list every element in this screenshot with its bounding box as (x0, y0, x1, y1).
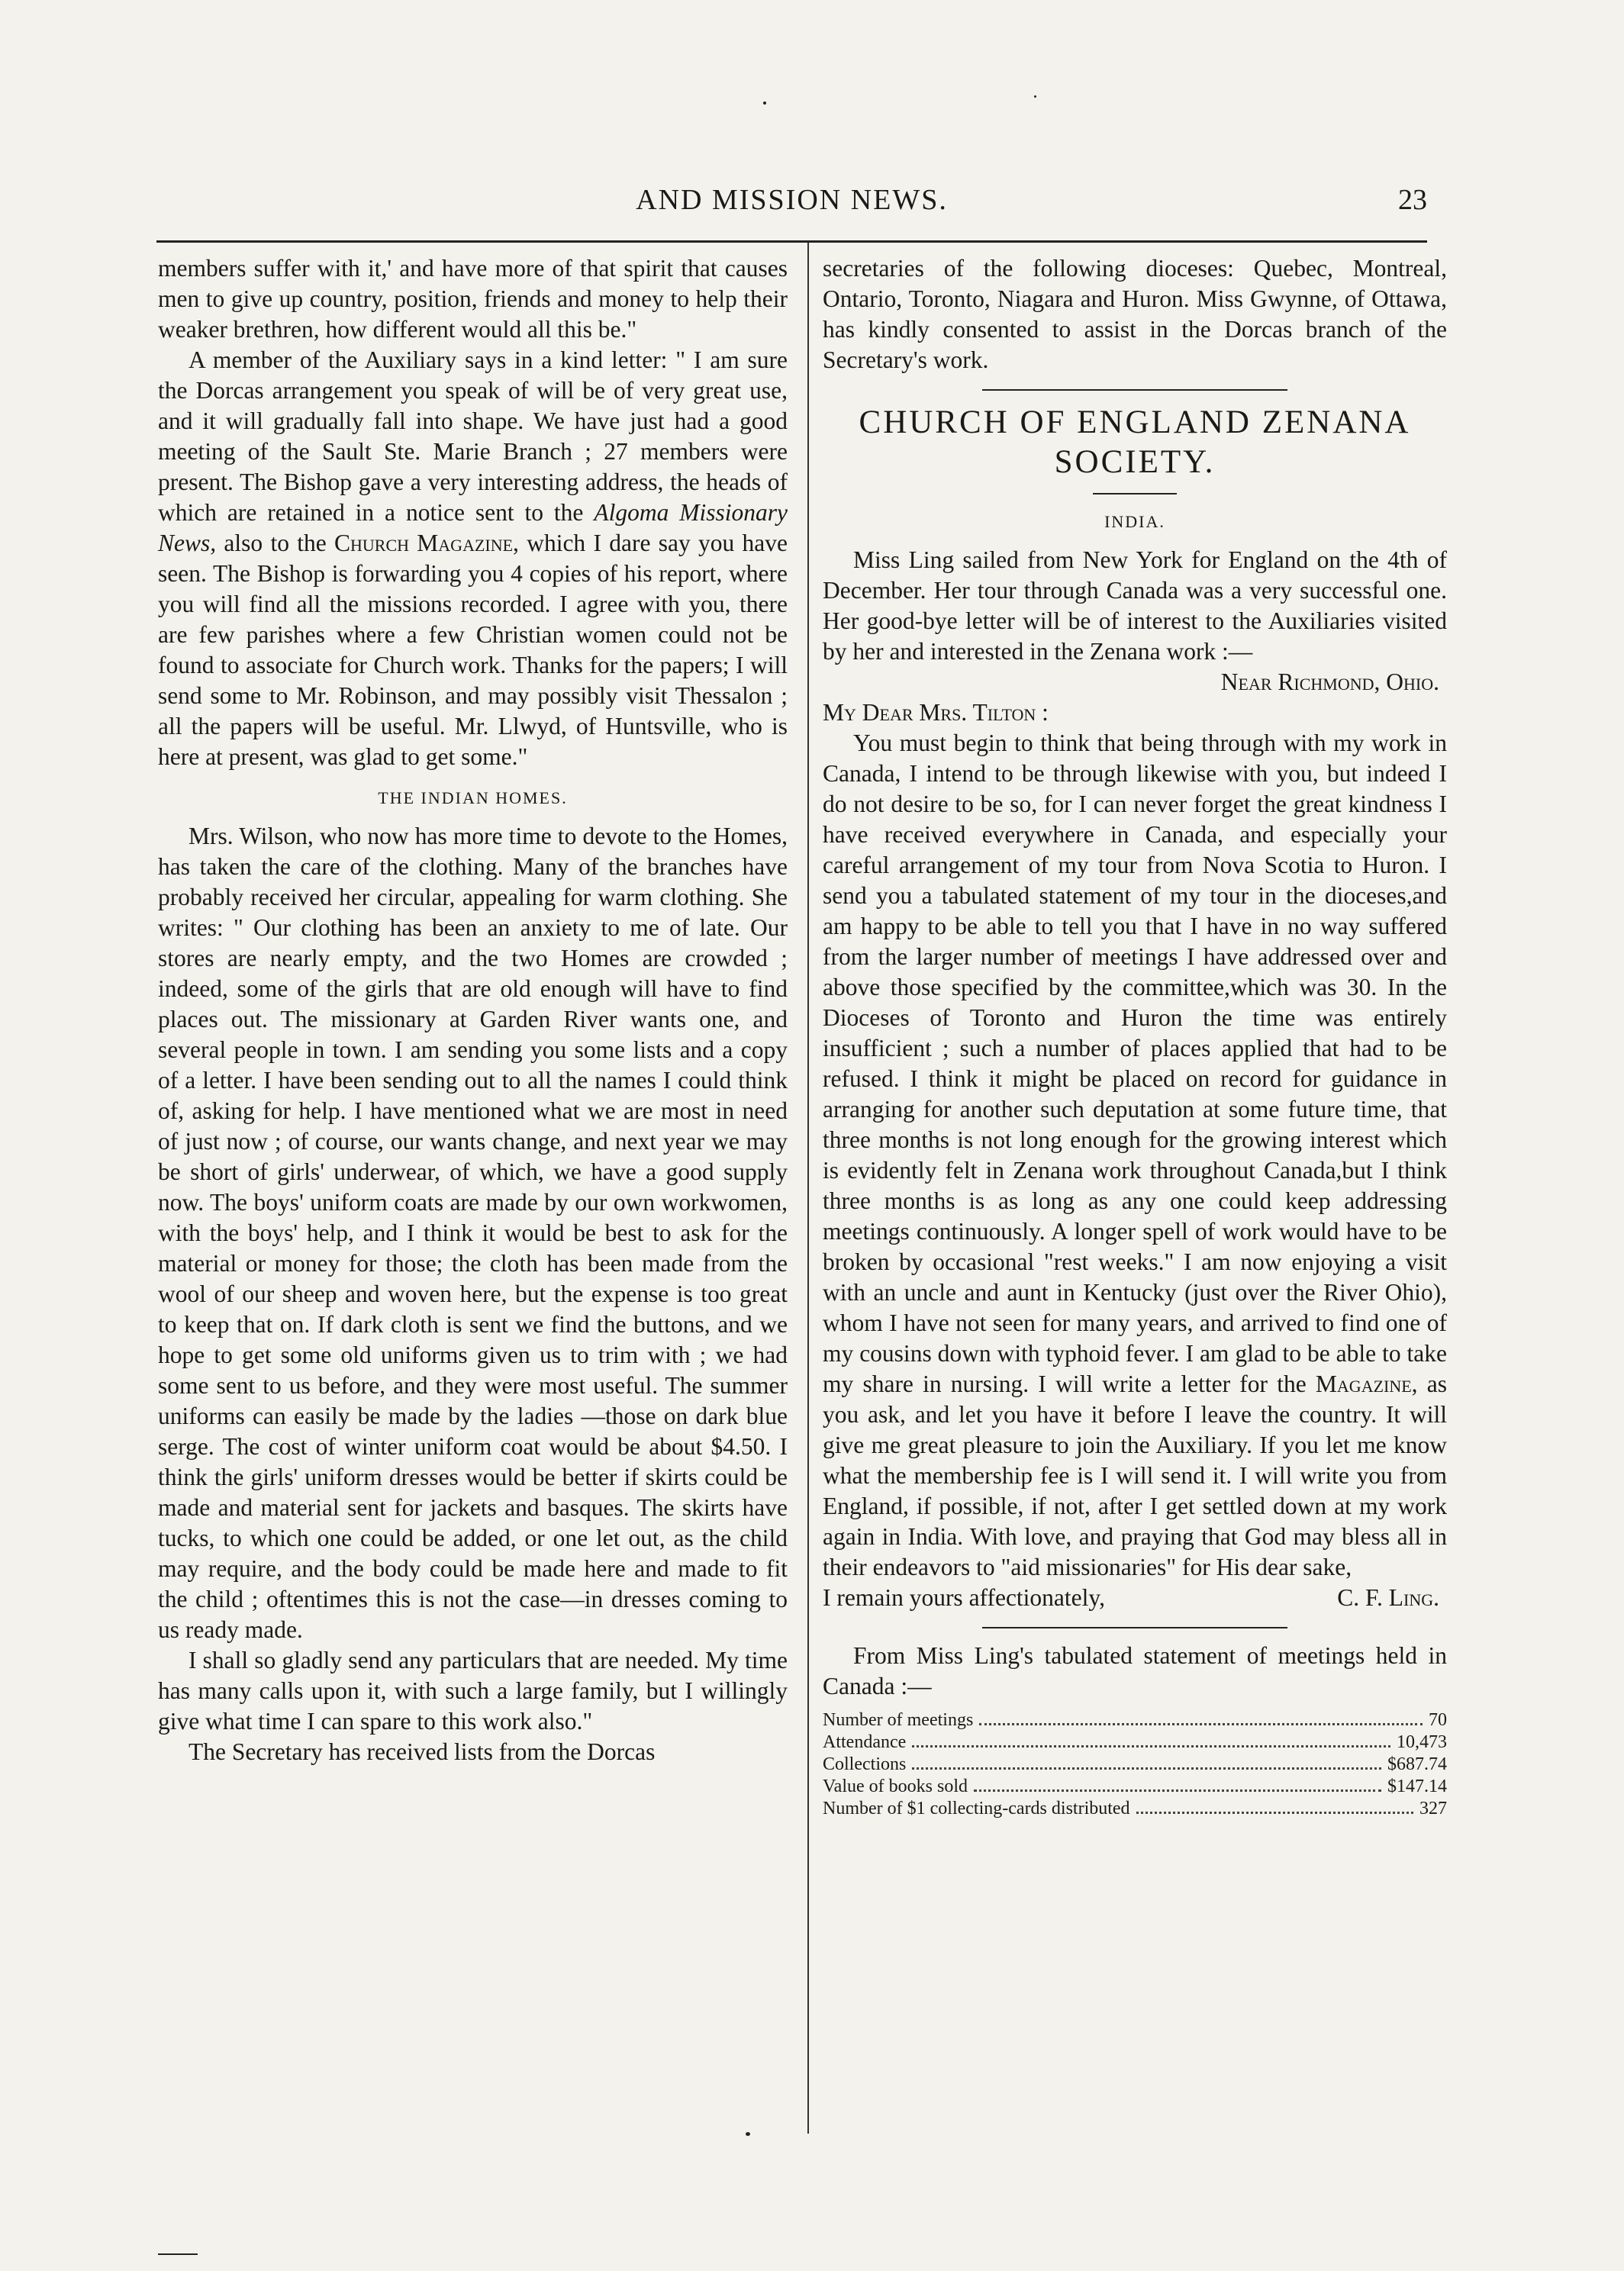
letter-salutation: My Dear Mrs. Tilton : (823, 699, 1049, 726)
print-speck (1034, 95, 1036, 98)
stat-value: $147.14 (1387, 1777, 1447, 1796)
section-rule (982, 389, 1287, 391)
paragraph: The Secretary has received lists from the Dorcas (188, 1738, 656, 1765)
table-row (823, 1776, 1447, 1798)
right-column (823, 253, 1447, 1820)
stat-label: Number of meetings (823, 1710, 974, 1730)
table-row (823, 1731, 1447, 1754)
print-speck (746, 2132, 750, 2136)
closing-text: I remain yours affectionately, (823, 1584, 1105, 1611)
stat-label: Value of books sold (823, 1777, 968, 1796)
table-row (823, 1798, 1447, 1820)
section-heading: THE INDIAN HOMES. (378, 788, 568, 807)
letter-closing (823, 1583, 1447, 1613)
leader-dots (912, 1745, 1390, 1748)
column-divider (807, 243, 809, 2134)
stat-value: 327 (1419, 1799, 1447, 1818)
leader-dots (979, 1723, 1423, 1725)
table-row (823, 1754, 1447, 1776)
stat-label: Collections (823, 1754, 907, 1774)
stat-value: 70 (1429, 1710, 1447, 1730)
publication-title: Algoma Missionary News, (158, 499, 788, 556)
paragraph: I shall so gladly send any particulars that are needed. My time has many calls upon it, with such a large family, but I willingly give what time I can spare to this work also." (158, 1647, 788, 1735)
page-number: 23 (1398, 184, 1427, 216)
table-row (823, 1709, 1447, 1731)
paragraph: Mrs. Wilson, who now has more time to devote to the Homes, has taken the care of the clothing. Many of the branches have probably received her circular, appealing for warm clothing. She writes: " Our clothing has been an anxiety to me of late. Our stores are nearly empty, and the two Homes are crowded ; indeed, some of the girls that are old enough will have to find places out. The missionary at Garden River wants one, and several people in town. I am sending you some lists and a copy of a letter. I have been sending out to all the names I could think of, asking for help. I have mentioned what we are most in need of just now ; of course, our wants change, and next year we may be short of girls' underwear, of which, we have a good supply now. The boys' uniform coats are made by our own workwomen, with the boys' help, and I think it would be best to ask for the material or money for those; the cloth has been made from the wool of our sheep and woven here, but the expense is too great to keep that on. If dark cloth is sent we find the buttons, and we hope to get some old uniforms given us to trim with ; we had some sent to us before, and they were most useful. The summer uniforms can easily be made by the ladies —those on dark blue serge. The cost of winter uniform coat would be about $4.50. I think the girls' uniform dresses would be better if skirts could be made and material sent for jackets and basques. The skirts have tucks, to which one could be added, or one let out, as the child may require, and the body could be made here and made to fit the child ; oftentimes this is not the case—in dresses coming to us ready made. (158, 823, 788, 1643)
publication-title: Church Magazine, (334, 530, 519, 556)
stat-label: Number of $1 collecting-cards distributed (823, 1799, 1130, 1818)
sub-heading: INDIA. (1104, 512, 1165, 531)
footer-mark (158, 2253, 198, 2255)
header-rule (156, 240, 1427, 243)
section-rule (982, 1627, 1287, 1628)
statistics-table (823, 1709, 1447, 1820)
print-speck (763, 101, 766, 105)
paragraph: A member of the Auxiliary says in a kind letter: " I am sure the Dorcas arrangement you speak of will be of very great use, and it will gradually fall into shape. We have just had a good meeting of the Sault Ste. Marie Branch ; 27 members were present. The Bishop gave a very interesting address, the heads of which are retained in a notice sent to the Algoma Missionary News, also to the Church Magazine, which I dare say you have seen. The Bishop is forwarding you 4 copies of his report, where you will find all the missions recorded. I agree with you, there are few parishes where a few Christian women could not be found to associate for Church work. Thanks for the papers; I will send some to Mr. Robinson, and may possibly visit Thessalon ; all the papers will be useful. Mr. Llwyd, of Huntsville, who is here at present, was glad to get some." (158, 346, 788, 770)
left-column (158, 253, 788, 1767)
stat-value: $687.74 (1387, 1754, 1447, 1774)
article-heading: CHURCH OF ENGLAND ZENANA SOCIETY. (859, 404, 1411, 480)
stat-value: 10,473 (1397, 1732, 1447, 1752)
paragraph: From Miss Ling's tabulated statement of meetings held in Canada :— (823, 1642, 1447, 1699)
stat-label: Attendance (823, 1732, 907, 1752)
running-header (156, 183, 1427, 232)
heading-rule (1093, 493, 1177, 494)
paragraph: Miss Ling sailed from New York for England on the 4th of December. Her tour through Canada was a very successful one. Her good-bye letter will be of interest to the Auxiliaries visited by her and interested in the Zenana work :— (823, 546, 1447, 665)
signature: C. F. Ling. (1337, 1584, 1439, 1611)
letter-place: Near Richmond, Ohio. (1220, 668, 1439, 695)
leader-dots (912, 1767, 1381, 1770)
leader-dots (1136, 1812, 1413, 1814)
leader-dots (974, 1789, 1381, 1792)
paragraph: members suffer with it,' and have more of that spirit that causes men to give up country, position, friends and money to help their weaker brethren, how different would all this be." (158, 255, 788, 343)
publication-title: Magazine, (1315, 1371, 1418, 1397)
running-title: AND MISSION NEWS. (636, 184, 948, 216)
paragraph: You must begin to think that being through with my work in Canada, I intend to be through likewise with you, but indeed I do not desire to be so, for I can never forget the great kindness I have received everywhere in Canada, and especially your careful arrangement of my tour from Nova Scotia to Huron. I send you a tabulated statement of my tour in the dioceses,and am happy to be able to tell you that I have in no way suffered from the larger number of meetings I have addressed over and above those specified by the committee,which was 30. In the Dioceses of Toronto and Huron the time was entirely insufficient ; such a number of places applied that had to be refused. I think it might be placed on record for guidance in arranging for another such deputation at some future time, that three months is not long enough for the growing interest which is evidently felt in Zenana work throughout Canada,but I think three months is as long as any one could keep addressing meetings continuously. A longer spell of work would have to be broken by occasional "rest weeks." I am now enjoying a visit with an uncle and aunt in Kentucky (just over the River Ohio), whom I have not seen for many years, and arrived to find one of my cousins down with typhoid fever. I am glad to be able to take my share in nursing. I will write a letter for the Magazine, as you ask, and let you have it before I leave the country. It will give me great pleasure to join the Auxiliary. If you let me know what the membership fee is I will send it. I will write you from England, if possible, if not, after I get settled down at my work again in India. With love, and praying that God may bless all in their endeavors to "aid missionaries" for His dear sake, (823, 730, 1447, 1580)
paragraph: secretaries of the following dioceses: Quebec, Montreal, Ontario, Toronto, Niagara and Huron. Miss Gwynne, of Ottawa, has kindly consented to assist in the Dorcas branch of the Secretary's work. (823, 255, 1447, 373)
